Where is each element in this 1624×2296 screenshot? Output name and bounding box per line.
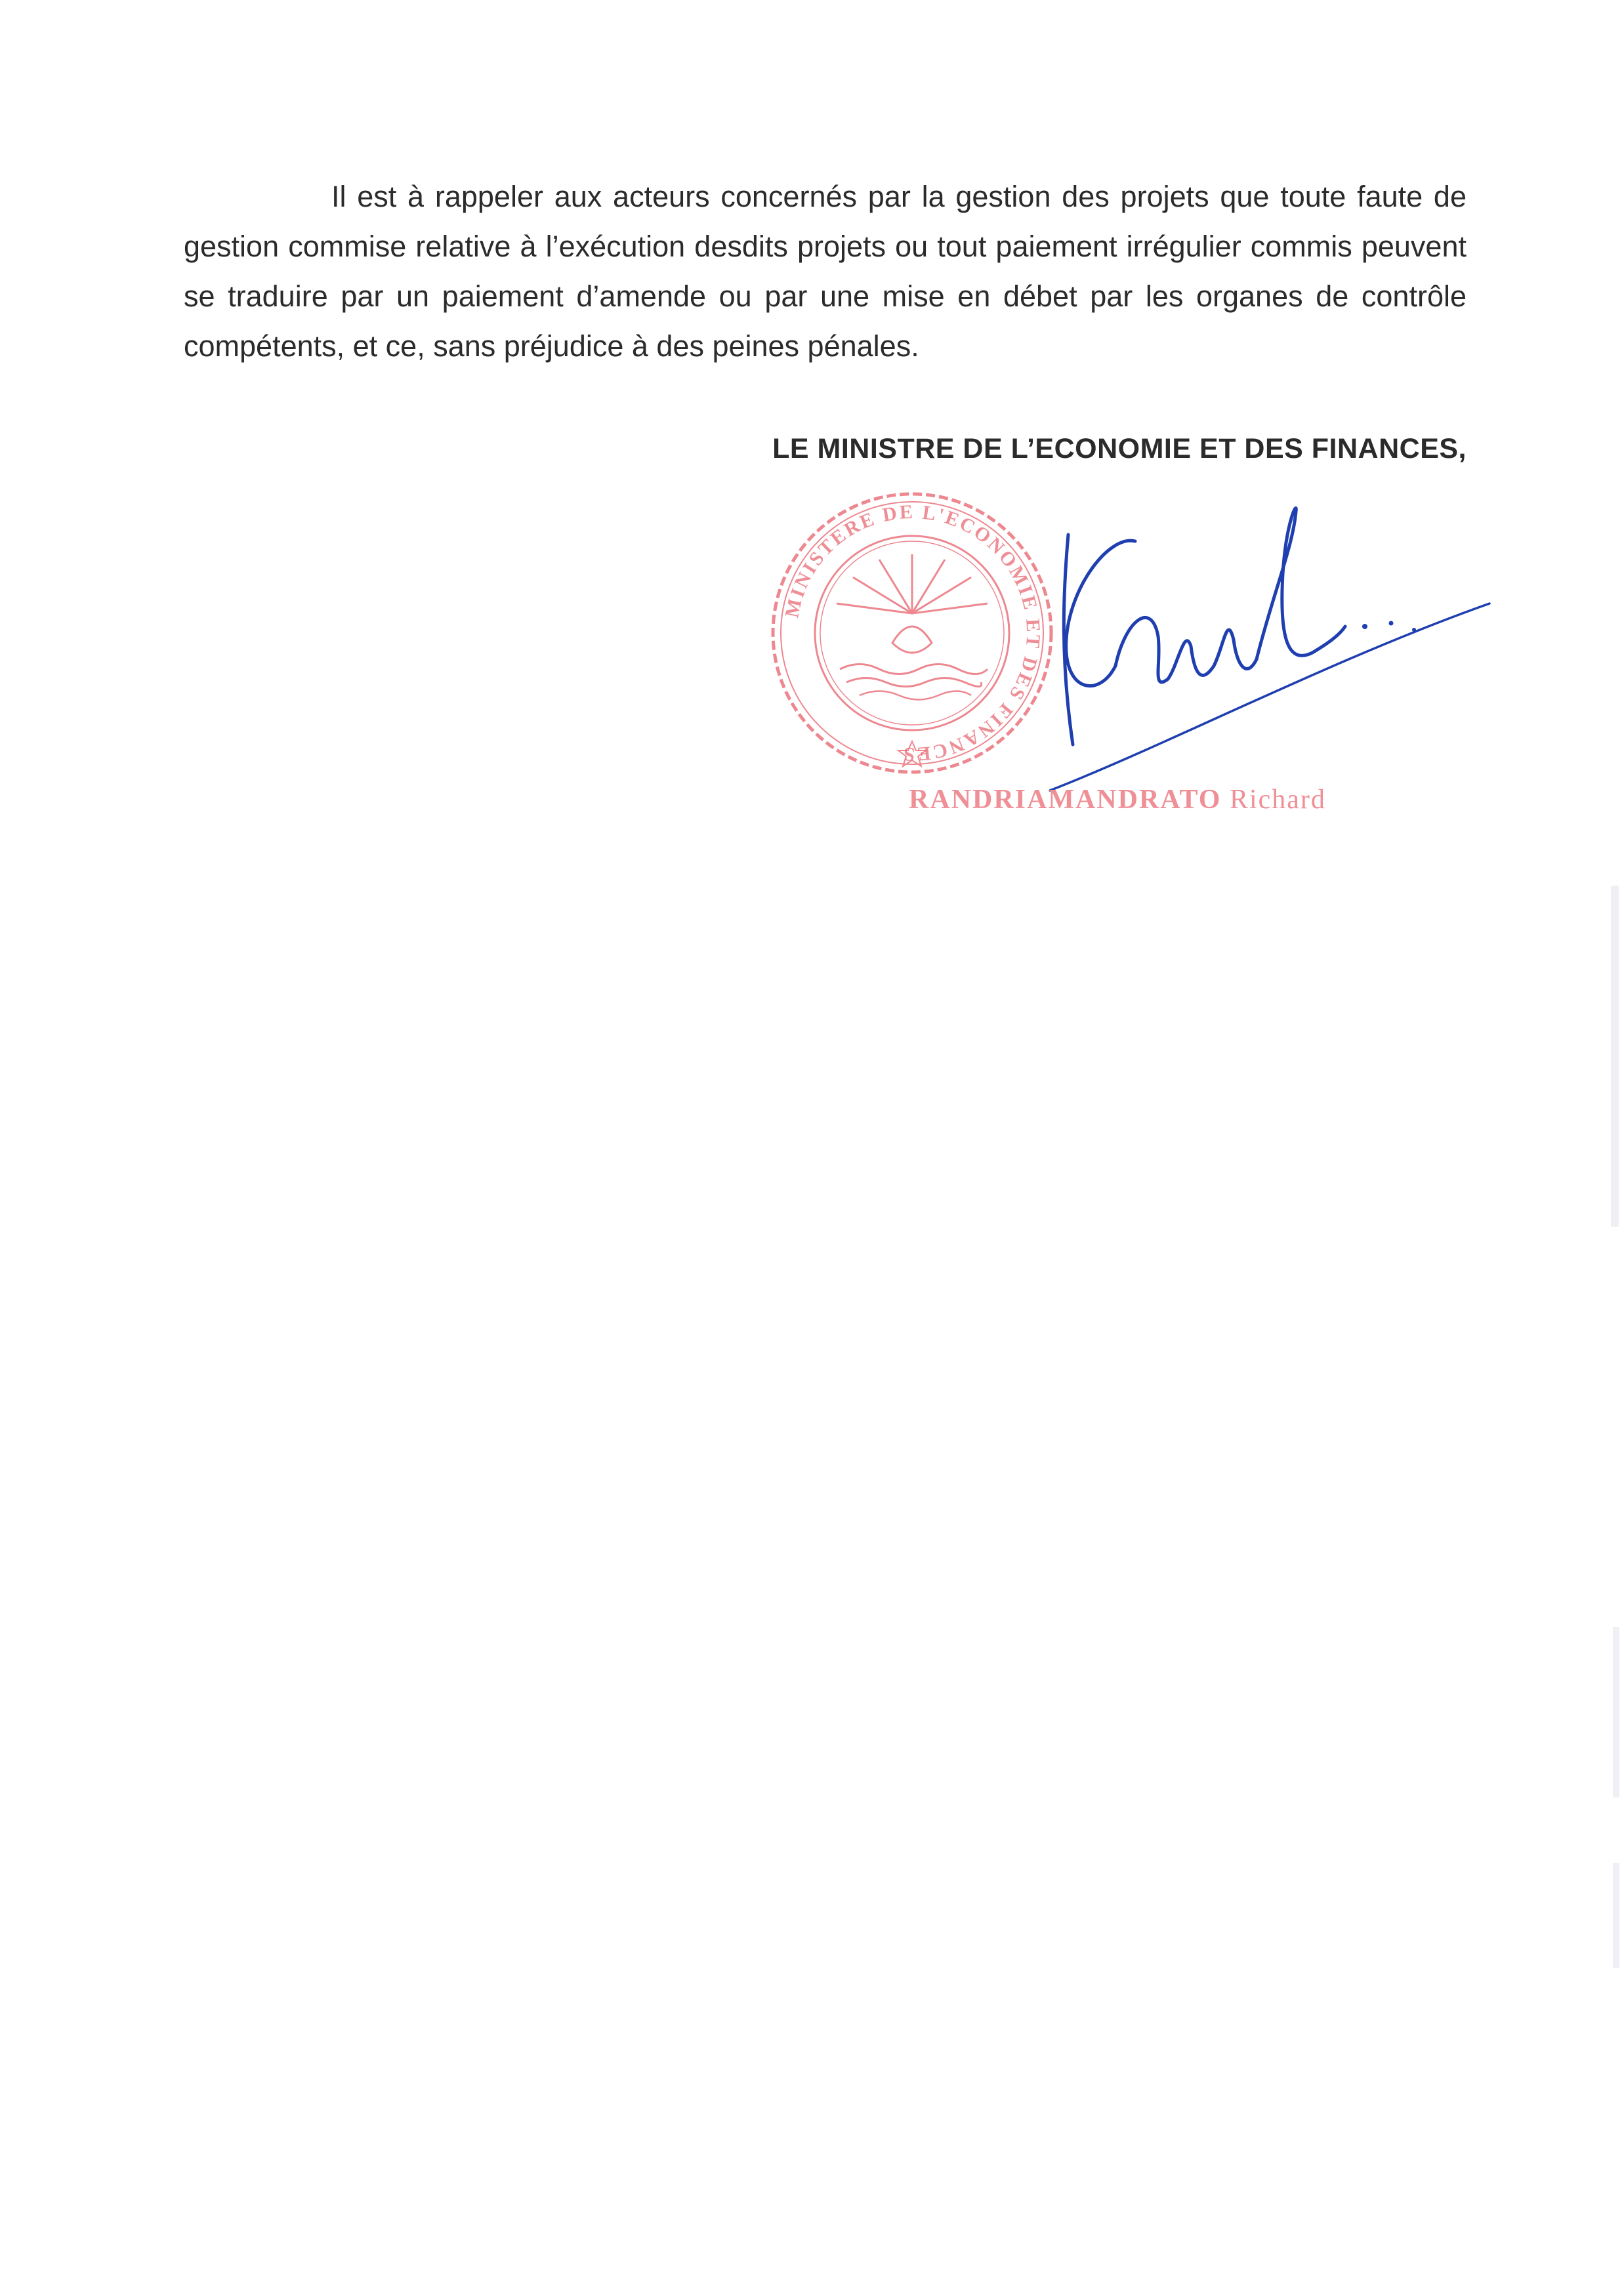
signatory-title: LE MINISTRE DE L’ECONOMIE ET DES FINANCES, [772, 433, 1467, 464]
scan-artifact [1613, 1627, 1619, 1797]
seal-icon [761, 482, 1063, 784]
official-seal [761, 482, 1063, 784]
body-paragraph: Il est à rappeler aux acteurs concernés par la gestion des projets que toute faute de gestion commise relative à l’exécution desdits projets ou tout paiement irrégulier commis peuvent se traduire par un paiement d’amende ou par une mise en débet par les organes de contrôle compétents, et ce, sans préjudice à des peines pénales. [184, 180, 1467, 363]
scan-artifact [1611, 886, 1619, 1227]
handwritten-signature [1037, 495, 1496, 804]
seal-text: MINISTERE DE L'ECONOMIE ET DES FINANCES [781, 501, 1045, 766]
signatory-surname: RANDRIAMANDRATO [909, 785, 1222, 815]
signatory-firstname: Richard [1229, 785, 1326, 815]
scan-artifact [1613, 1863, 1619, 1968]
signature-icon [1037, 495, 1496, 804]
signatory-name [909, 784, 1326, 815]
